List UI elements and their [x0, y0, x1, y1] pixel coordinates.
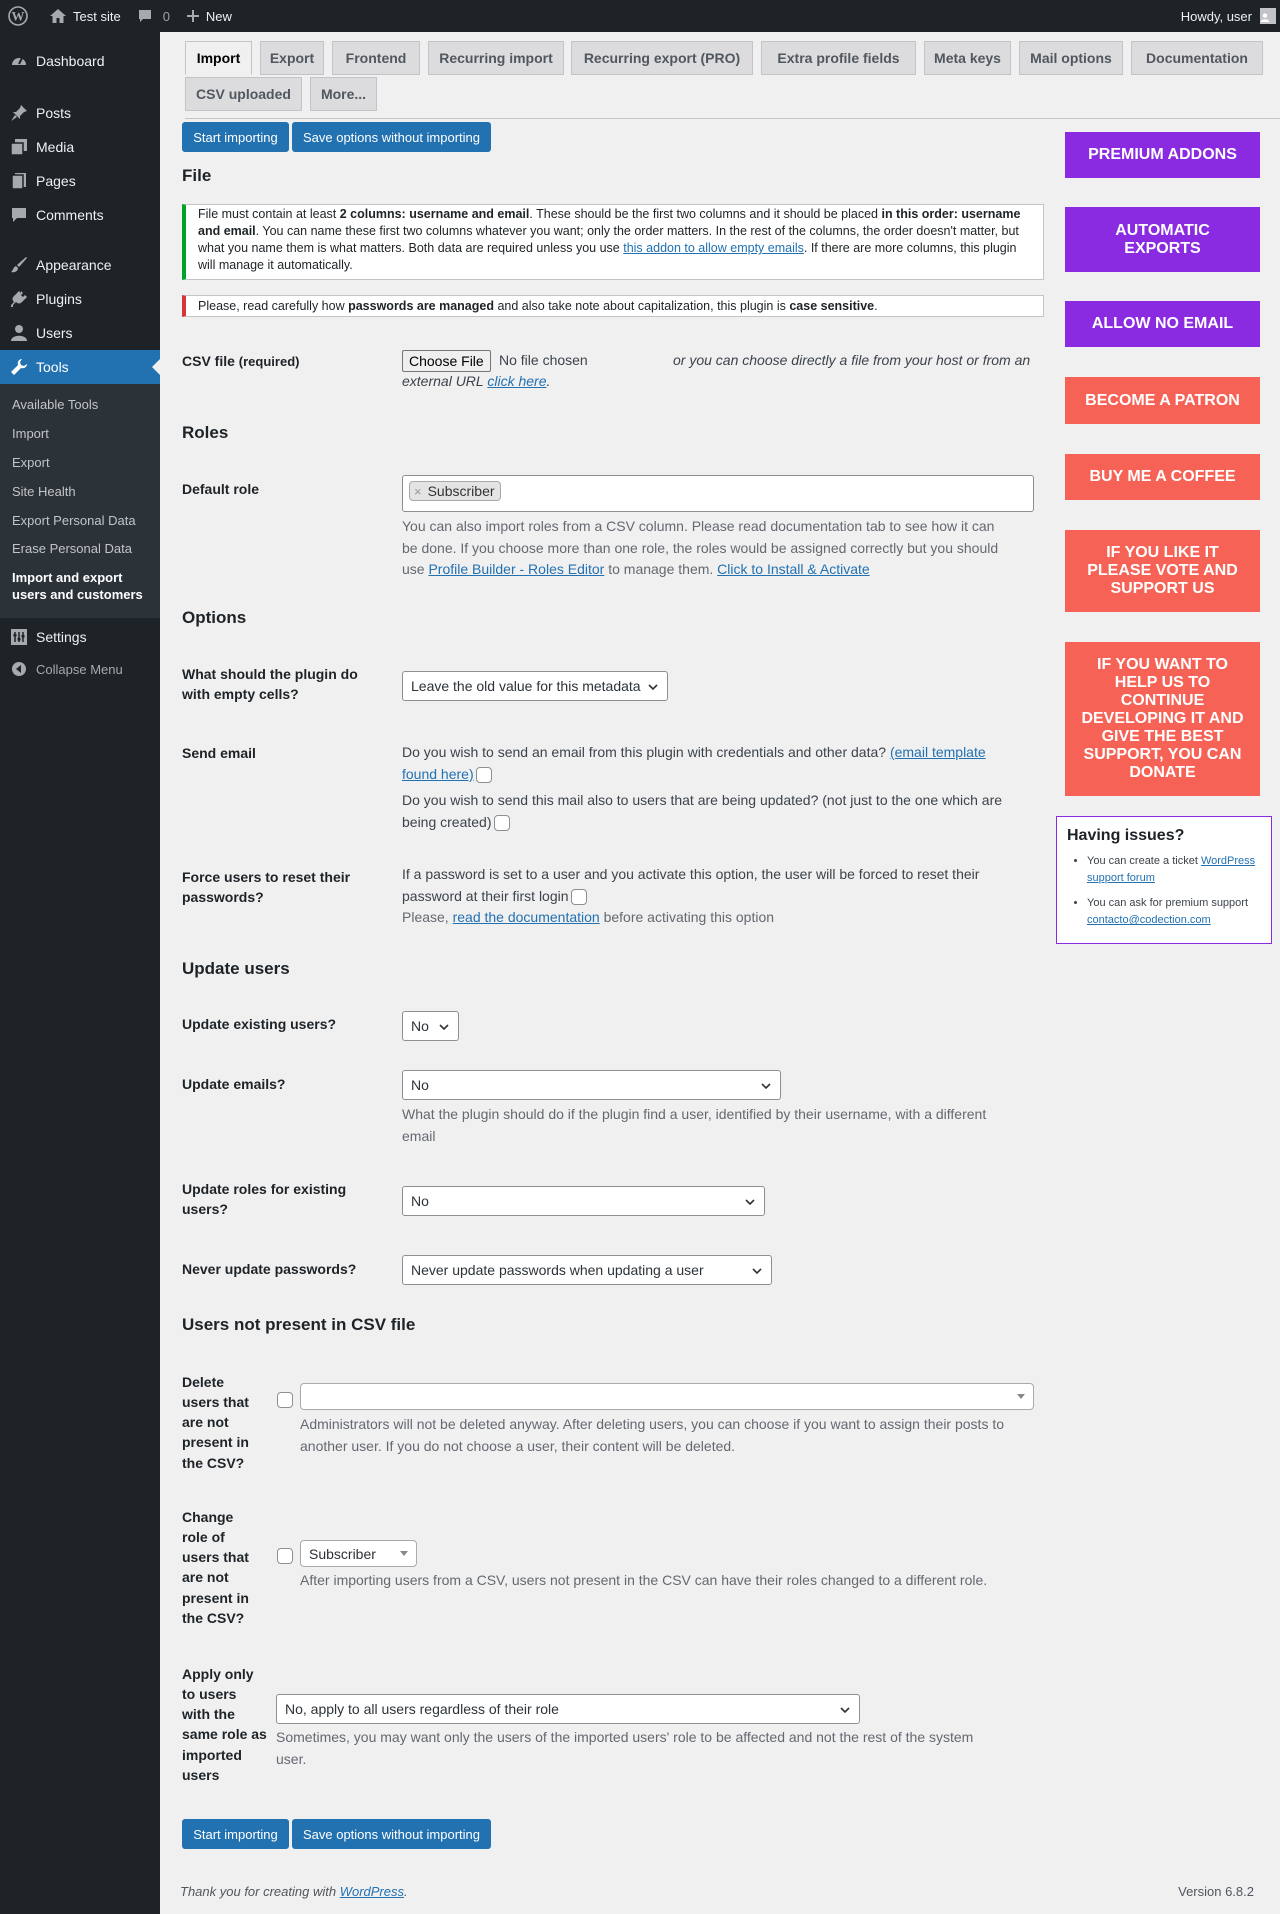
send-update-email-checkbox[interactable] — [494, 815, 510, 831]
no-file-text: No file chosen — [499, 352, 588, 368]
hint-text: or you can choose directly a file from your host or from an external URL — [402, 352, 1031, 389]
tab-recurring-export-pro[interactable]: Recurring export (PRO) — [571, 41, 753, 75]
notice-bold: passwords are managed — [348, 299, 494, 313]
collapse-label: Collapse Menu — [36, 661, 123, 677]
sidebar-item-label: Settings — [36, 629, 87, 646]
sidebar-item-label: Posts — [36, 105, 72, 121]
issue-text: You can ask for premium support — [1087, 897, 1249, 910]
sidebar-item-label: Appearance — [36, 257, 112, 273]
site-name: Test site — [73, 8, 121, 24]
tab-recurring-import[interactable]: Recurring import — [428, 41, 564, 75]
tab-frontend[interactable]: Frontend — [332, 41, 420, 75]
notice-text: . These should be the first two columns and it should be placed — [529, 207, 882, 221]
pin-icon — [9, 103, 29, 123]
email-template-link[interactable]: (email template found here) — [402, 744, 986, 782]
question-text: Do you wish to send this mail also to users that are being updated? (not just to the one which are being created) — [402, 792, 1003, 830]
select-value: Subscriber — [309, 1545, 376, 1562]
file-notice — [182, 204, 1044, 280]
submenu-site-health[interactable]: Site Health — [12, 483, 76, 499]
click-here-link[interactable]: click here — [487, 373, 547, 389]
csv-url-hint — [402, 350, 1032, 392]
sidebar-item-plugins[interactable] — [0, 282, 160, 316]
submenu-available-tools[interactable]: Available Tools — [12, 397, 99, 412]
settings-icon — [9, 627, 29, 647]
send-email-checkbox[interactable] — [476, 767, 492, 783]
save-options-button-bottom[interactable]: Save options without importing — [292, 1819, 491, 1849]
chevron-down-icon — [744, 1196, 756, 1208]
tab-import[interactable]: Import — [185, 41, 252, 75]
roles-heading: Roles — [182, 423, 229, 442]
chevron-down-icon — [438, 1021, 450, 1033]
allow-no-email-button[interactable]: ALLOW NO EMAIL — [1065, 301, 1260, 347]
buy-me-a-coffee-button[interactable]: BUY ME A COFFEE — [1065, 454, 1260, 500]
empty-emails-addon-link[interactable]: this addon to allow empty emails — [623, 241, 804, 256]
sidebar-item-label: Tools — [36, 359, 69, 375]
desc-text: You can also import roles from a CSV column. Please read documentation tab to see how it can be done. If you choose more than one role, the roles would be assigned correctly but you should use — [402, 518, 999, 578]
select-value: No, apply to all users regardless of their role — [285, 1701, 559, 1717]
sidebar-item-tools[interactable] — [0, 350, 160, 384]
update-emails-select[interactable] — [402, 1070, 781, 1100]
support-email-link[interactable]: contacto@codection.com — [1087, 914, 1211, 927]
file-heading: File — [182, 166, 212, 185]
notice-text: File must contain at least — [198, 207, 340, 221]
issue-text: You can create a ticket — [1087, 855, 1201, 867]
notice-bold: in this order: username and email — [198, 207, 1021, 239]
collapse-icon — [9, 659, 29, 679]
new-label: New — [205, 8, 232, 24]
caret-down-icon — [400, 1549, 408, 1557]
chevron-down-icon — [647, 681, 659, 693]
having-issues-box — [1056, 816, 1272, 944]
desc-text: to manage them. — [604, 561, 718, 578]
caret-down-icon — [1017, 1392, 1025, 1400]
install-activate-link[interactable]: Click to Install & Activate — [717, 561, 870, 578]
tab-documentation[interactable]: Documentation — [1131, 41, 1263, 75]
notice-text: Please, read carefully how — [198, 299, 349, 313]
user-icon — [9, 323, 29, 343]
not-present-heading: Users not present in CSV file — [182, 1315, 416, 1334]
default-role-label: Default role — [182, 481, 260, 497]
empty-cells-select[interactable] — [402, 671, 668, 701]
delete-assign-user-select[interactable] — [300, 1383, 1034, 1410]
force-reset-text — [402, 864, 1022, 907]
update-existing-label: Update existing users? — [182, 1016, 337, 1032]
apply-same-role-select[interactable] — [276, 1694, 860, 1724]
sidebar-item-media[interactable] — [0, 130, 160, 164]
select-value: No — [411, 1193, 429, 1209]
notice-text: . — [874, 299, 878, 313]
submenu-erase-personal-data[interactable]: Erase Personal Data — [12, 541, 132, 557]
role-tag-label: Subscriber — [427, 483, 495, 499]
empty-cells-label: What should the plugin do with empty cells? — [182, 666, 358, 702]
update-existing-select[interactable] — [402, 1011, 459, 1041]
automatic-exports-button[interactable]: AUTOMATIC EXPORTS — [1065, 207, 1260, 272]
chevron-down-icon — [751, 1265, 763, 1277]
update-roles-label: Update roles for existing users? — [182, 1181, 347, 1217]
sidebar-item-label: Pages — [36, 173, 76, 189]
delete-users-label: Delete users that are not present in the CSV? — [182, 1374, 249, 1471]
apply-same-role-desc: Sometimes, you may want only the users of the imported users' role to be affected and not the rest of the system user. — [276, 1729, 974, 1767]
tab-export[interactable]: Export — [260, 41, 324, 75]
send-update-email-text — [402, 790, 1022, 833]
footer-version: Version 6.8.2 — [1178, 1884, 1254, 1899]
sidebar-item-comments[interactable] — [0, 198, 160, 232]
submenu-import-export-users[interactable]: Import and export users and customers — [12, 570, 143, 603]
footer-text: Thank you for creating with — [180, 1884, 340, 1899]
sidebar-item-label: Users — [36, 325, 73, 341]
desc-text: before activating this option — [599, 909, 775, 925]
csv-label-text: CSV file — [182, 353, 235, 369]
update-emails-desc: What the plugin should do if the plugin find a user, identified by their username, with a different email — [402, 1106, 987, 1144]
dashboard-icon — [9, 51, 29, 71]
tab-meta-keys[interactable]: Meta keys — [924, 41, 1011, 75]
wordpress-logo-icon[interactable] — [0, 0, 41, 32]
force-reset-label: Force users to reset their passwords? — [182, 869, 351, 905]
footer-period: . — [404, 1884, 408, 1899]
sidebar-item-settings[interactable] — [0, 620, 160, 654]
read-documentation-link[interactable]: read the documentation — [452, 909, 600, 925]
sidebar-item-pages[interactable] — [0, 164, 160, 198]
comment-icon — [137, 8, 159, 24]
become-a-patron-button[interactable]: BECOME A PATRON — [1065, 377, 1260, 424]
select-value: No — [411, 1018, 429, 1034]
wordpress-link[interactable]: WordPress — [339, 1884, 404, 1899]
tools-submenu — [0, 384, 160, 618]
submenu-import[interactable]: Import — [12, 425, 49, 441]
notice-text: . If there are more columns, this plugin will manage it automatically. — [198, 241, 1017, 273]
submenu-export[interactable]: Export — [12, 454, 50, 470]
select-value: Never update passwords when updating a user — [411, 1262, 704, 1278]
apply-same-role-label: Apply only to users with the same role as imported users — [182, 1666, 267, 1783]
comments-link[interactable] — [129, 0, 178, 32]
never-update-passwords-select[interactable] — [402, 1255, 772, 1285]
having-issues-title: Having issues? — [1067, 827, 1185, 844]
change-role-desc: After importing users from a CSV, users not present in the CSV can have their roles changed to a different role. — [300, 1572, 988, 1588]
brush-icon — [9, 255, 29, 275]
tab-extra-profile-fields[interactable]: Extra profile fields — [761, 41, 916, 75]
wrench-icon — [9, 357, 29, 377]
start-importing-button-bottom[interactable]: Start importing — [182, 1819, 289, 1849]
choose-file-button[interactable]: Choose File — [402, 350, 491, 372]
plus-icon — [186, 9, 206, 23]
home-icon — [49, 7, 73, 25]
submenu-export-personal-data[interactable]: Export Personal Data — [12, 512, 136, 528]
delete-users-checkbox[interactable] — [277, 1392, 293, 1408]
list-item — [1087, 853, 1261, 887]
footer-thanks — [180, 1884, 408, 1899]
plug-icon — [9, 289, 29, 309]
tab-csv-uploaded[interactable]: CSV uploaded — [185, 77, 302, 111]
profile-builder-link[interactable]: Profile Builder - Roles Editor — [428, 561, 605, 578]
update-emails-label: Update emails? — [182, 1076, 286, 1092]
notice-text: and also take note about capitalization, this plugin is — [494, 299, 790, 313]
default-role-select[interactable] — [402, 475, 1034, 512]
sidebar-item-label: Comments — [36, 207, 104, 223]
notice-bold: 2 columns: username and email — [339, 207, 530, 221]
comments-count: 0 — [162, 8, 170, 24]
update-users-heading: Update users — [182, 959, 290, 978]
question-text: Do you wish to send an email from this plugin with credentials and other data? — [402, 744, 887, 760]
change-role-checkbox[interactable] — [277, 1548, 293, 1564]
media-icon — [9, 137, 29, 157]
sidebar-item-label: Dashboard — [36, 53, 105, 69]
chevron-down-icon — [760, 1080, 772, 1092]
collapse-menu-button[interactable] — [0, 654, 160, 684]
page-icon — [9, 171, 29, 191]
donate-button[interactable]: IF YOU WANT TO HELP US TO CONTINUE DEVELOPING IT AND GIVE THE BEST SUPPORT, YOU CAN DONATE — [1065, 642, 1260, 796]
premium-addons-button[interactable]: PREMIUM ADDONS — [1065, 132, 1260, 178]
chevron-down-icon — [839, 1704, 851, 1716]
sidebar-item-label: Media — [36, 139, 75, 155]
select-value: Leave the old value for this metadata — [411, 678, 641, 694]
never-update-passwords-label: Never update passwords? — [182, 1261, 357, 1277]
delete-users-desc: Administrators will not be deleted anyway. After deleting users, you can choose if you want to assign their posts to another user. If you do not choose a user, their content will be deleted. — [300, 1416, 1005, 1454]
force-text: If a password is set to a user and you activate this option, the user will be forced to reset their password at their first login — [402, 866, 980, 904]
support-forum-link[interactable]: WordPress support forum — [1087, 855, 1256, 885]
sidebar-item-dashboard[interactable] — [0, 44, 160, 78]
comment-icon — [9, 205, 29, 225]
tab-mail-options[interactable]: Mail options — [1019, 41, 1123, 75]
send-email-label: Send email — [182, 745, 256, 761]
issues-list — [1067, 853, 1261, 929]
sidebar-item-appearance[interactable] — [0, 248, 160, 282]
new-content-link[interactable] — [178, 0, 240, 32]
tab-divider — [185, 118, 1280, 119]
tab-more[interactable]: More... — [310, 77, 377, 111]
save-options-button[interactable]: Save options without importing — [292, 122, 491, 152]
svg-text:W: W — [11, 8, 25, 24]
howdy-text: Howdy, user — [1180, 8, 1252, 24]
update-roles-select[interactable] — [402, 1186, 765, 1216]
avatar — [1260, 8, 1276, 24]
user-account-menu[interactable] — [1173, 0, 1280, 32]
select-value: No — [411, 1077, 429, 1093]
csv-required-text: (required) — [238, 354, 300, 369]
change-role-select[interactable] — [300, 1540, 417, 1567]
hint-period: . — [546, 373, 551, 389]
desc-text: Please, — [402, 909, 453, 925]
vote-and-support-button[interactable]: IF YOU LIKE IT PLEASE VOTE AND SUPPORT US — [1065, 530, 1260, 612]
sidebar-item-label: Plugins — [36, 291, 82, 307]
list-item — [1087, 895, 1261, 929]
sidebar-item-posts[interactable] — [0, 96, 160, 130]
password-notice — [182, 295, 1044, 317]
remove-tag-icon[interactable]: × — [414, 483, 422, 499]
admin-bar — [0, 0, 1280, 32]
force-reset-desc — [402, 907, 774, 928]
options-heading: Options — [182, 608, 247, 627]
notice-bold: case sensitive — [789, 299, 875, 313]
change-role-label: Change role of users that are not present in the CSV? — [182, 1509, 249, 1626]
csv-file-label — [182, 352, 299, 372]
roles-description — [402, 516, 1000, 581]
send-email-text — [402, 742, 1012, 785]
force-reset-checkbox[interactable] — [571, 889, 587, 905]
site-name-link[interactable] — [41, 0, 129, 32]
admin-sidebar — [0, 32, 160, 1914]
sidebar-item-users[interactable] — [0, 316, 160, 350]
notice-text: . You can name these first two columns whatever you want; only the order matters. In the rest of the columns, the order doesn't matter, but what you name them is what matters. Both data are required unless you use — [198, 224, 1019, 256]
start-importing-button[interactable]: Start importing — [182, 122, 289, 152]
role-tag — [409, 481, 501, 501]
